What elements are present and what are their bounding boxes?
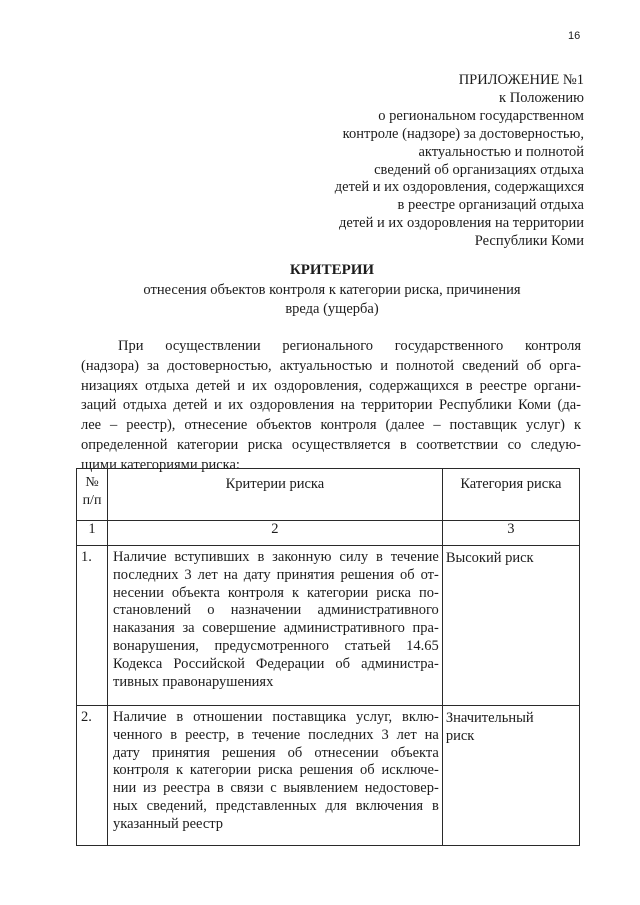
row-criteria <box>108 706 443 846</box>
criteria-text-line: Наличие вступивших в законную силу в течение <box>113 549 439 565</box>
intro-line: заций отдыха детей и их оздоровления на территории Республики Коми (да- <box>81 397 581 414</box>
criteria-subtitle <box>0 281 640 319</box>
risk-criteria-table <box>76 468 580 846</box>
intro-line: щими категориями риска: <box>81 456 240 473</box>
row-number: 1. <box>77 546 108 706</box>
criteria-text-line: становлений о назначении административного <box>113 602 439 619</box>
criteria-subtitle-line: отнесения объектов контроля к категории риска, причинения <box>143 282 521 298</box>
header-num-abbr: п/п <box>82 493 102 508</box>
intro-paragraph <box>81 337 581 476</box>
column-number: 2 <box>108 521 443 546</box>
appendix-line: актуальностью и полнотой <box>418 143 584 160</box>
criteria-text-line: дату принятия решения об отнесении объекта <box>113 744 439 761</box>
table-row <box>77 546 580 706</box>
category-text-line: Значительный <box>445 710 534 726</box>
appendix-line: сведений об организациях отдыха <box>374 161 584 178</box>
criteria-text-line: тивных правонарушениях <box>113 673 274 690</box>
intro-line: определенной категории риска осуществляется в соответствии со следую- <box>81 436 581 453</box>
appendix-line: в реестре организаций отдыха <box>397 197 584 214</box>
page-number: 16 <box>568 30 581 42</box>
table-header-row <box>77 469 580 521</box>
criteria-text-line: ченного в реестр, в течение последних 3 лет на <box>113 726 439 743</box>
category-text-line: риск <box>445 728 475 744</box>
header-category: Категория риска <box>442 469 579 521</box>
table-row <box>77 706 580 846</box>
appendix-heading <box>335 72 584 251</box>
criteria-subtitle-line: вреда (ущерба) <box>285 301 379 317</box>
appendix-line: о региональном государственном <box>378 107 584 124</box>
intro-line: низациях отдыха детей и их оздоровления, содержащихся в реестре органи- <box>81 377 581 394</box>
header-num-symbol: № <box>85 475 99 490</box>
header-num-cell <box>77 469 108 521</box>
criteria-text-line: наказания за совершение административного пра- <box>113 620 439 637</box>
criteria-text-line: указанный реестр <box>113 815 224 832</box>
row-criteria <box>108 546 443 706</box>
intro-line: лее – реестр), отнесение объектов контроля (далее – поставщик услуг) к <box>81 417 581 434</box>
row-category <box>442 546 579 706</box>
column-number: 1 <box>77 521 108 546</box>
criteria-text-line: несении объекта контроля к категории риска по- <box>113 584 439 601</box>
criteria-text-line: последних 3 лет на дату принятия решения об от- <box>113 566 439 583</box>
criteria-text-line: Наличие в отношении поставщика услуг, вклю- <box>113 709 439 725</box>
criteria-text-line: ных сведений, представленных для включения в <box>113 797 439 814</box>
criteria-text-line: контроля к категории риска решения об исключе- <box>113 762 439 779</box>
criteria-text-line: Кодекса Российской Федерации об администра- <box>113 655 439 672</box>
criteria-title: КРИТЕРИИ <box>289 262 375 278</box>
criteria-text-line: нии из реестра в связи с выявлением недостовер- <box>113 780 439 797</box>
column-number: 3 <box>442 521 579 546</box>
appendix-line: детей и их оздоровления, содержащихся <box>334 179 584 196</box>
column-number-row <box>77 521 580 546</box>
appendix-line: к Положению <box>499 89 584 106</box>
appendix-title: ПРИЛОЖЕНИЕ №1 <box>458 72 584 88</box>
intro-line: При осуществлении регионального государственного контроля <box>118 338 581 354</box>
category-text-line: Высокий риск <box>445 550 534 566</box>
appendix-line: контроле (надзоре) за достоверностью, <box>342 125 584 142</box>
header-criteria: Критерии риска <box>108 469 443 521</box>
intro-line: (надзора) за достоверностью, актуальностью и полнотой сведений об орга- <box>81 357 581 374</box>
row-category <box>442 706 579 846</box>
row-number: 2. <box>77 706 108 846</box>
appendix-line: детей и их оздоровления на территории <box>339 215 584 232</box>
criteria-text-line: вонарушения, предусмотренного статьей 14.65 <box>113 637 439 654</box>
appendix-line: Республики Коми <box>474 233 584 250</box>
